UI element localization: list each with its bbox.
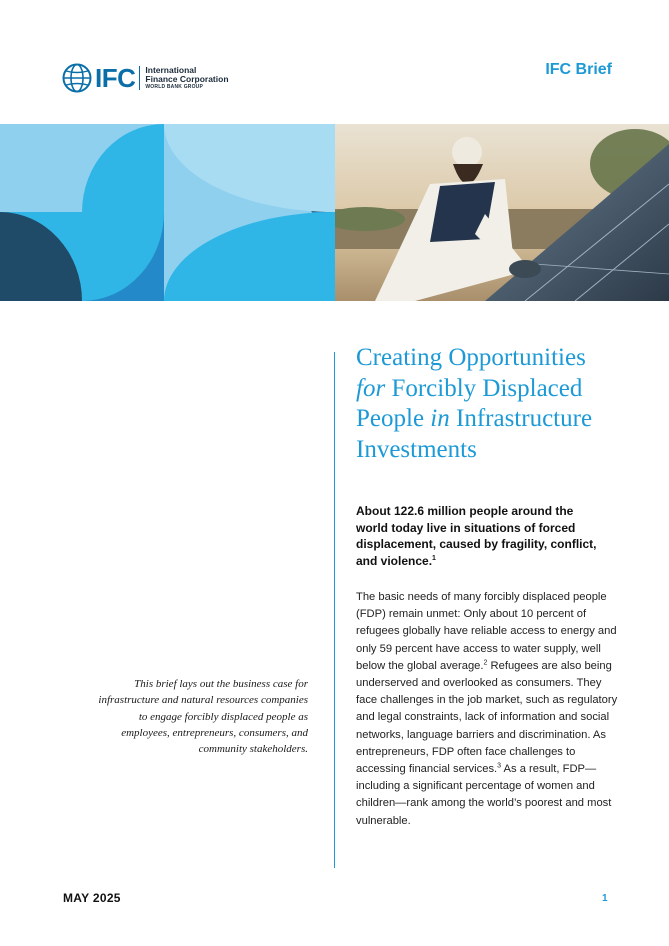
body-text-1: The basic needs of many forcibly displaced people (FDP) remain unmet: Only about 10 percent of refugees globally have reliable access to energy and only 59 percent have access to water supply, well below the global average. — [356, 591, 617, 672]
footnote-ref-1: 1 — [432, 554, 436, 562]
title-line-1: Creating Opportunities — [356, 344, 586, 371]
title-line-3-rest: Infrastructure — [449, 405, 593, 432]
publication-date: MAY 2025 — [63, 891, 121, 905]
body-paragraph — [356, 589, 621, 830]
summary-aside: This brief lays out the business case for infrastructure and natural resources companies to engage forcibly displaced people as employees, entrepreneurs, consumers, and community stakeholders. — [98, 678, 308, 756]
logo-wordmark — [145, 66, 228, 89]
logo-divider — [139, 66, 140, 90]
page-number: 1 — [602, 893, 608, 904]
logo-line-3: WORLD BANK GROUP — [145, 83, 204, 90]
footnote-ref-2: 2 — [483, 659, 488, 667]
solar-panel-photo — [335, 124, 669, 301]
hero-banner — [0, 124, 669, 301]
title-line-4: Investments — [356, 435, 477, 463]
series-label: IFC Brief — [545, 61, 612, 78]
body-text-2: Refugees are also being underserved and overlooked as consumers. They face challenges in the job market, such as regulatory and legal constraints, lack of information and social networks, language barriers and discrimination. As entrepreneurs, FDP often face challenges to accessing financial services. — [356, 659, 618, 776]
title-in: in — [430, 405, 450, 432]
globe-icon — [62, 63, 92, 93]
ifc-logo — [62, 61, 229, 95]
geometric-pattern — [0, 124, 335, 301]
logo-line-1: International — [145, 65, 197, 76]
page-title — [356, 343, 636, 465]
body-text-3: As a result, FDP—including a significant percentage of women and children—rank among the world’s poorest and most vulnerable. — [356, 763, 612, 827]
logo-mark: IFC — [95, 63, 136, 93]
logo-line-2: Finance Corporation — [145, 73, 229, 84]
footnote-ref-3: 3 — [497, 762, 502, 770]
title-line-3-start: People — [356, 405, 431, 432]
title-for: for — [356, 374, 386, 402]
title-line-2: Forcibly Displaced — [385, 374, 583, 402]
column-divider — [334, 352, 335, 868]
lead-paragraph — [356, 503, 606, 569]
lead-text: About 122.6 million people around the world today live in situations of forced displacement, caused by fragility, conflict, and violence. — [356, 504, 597, 568]
